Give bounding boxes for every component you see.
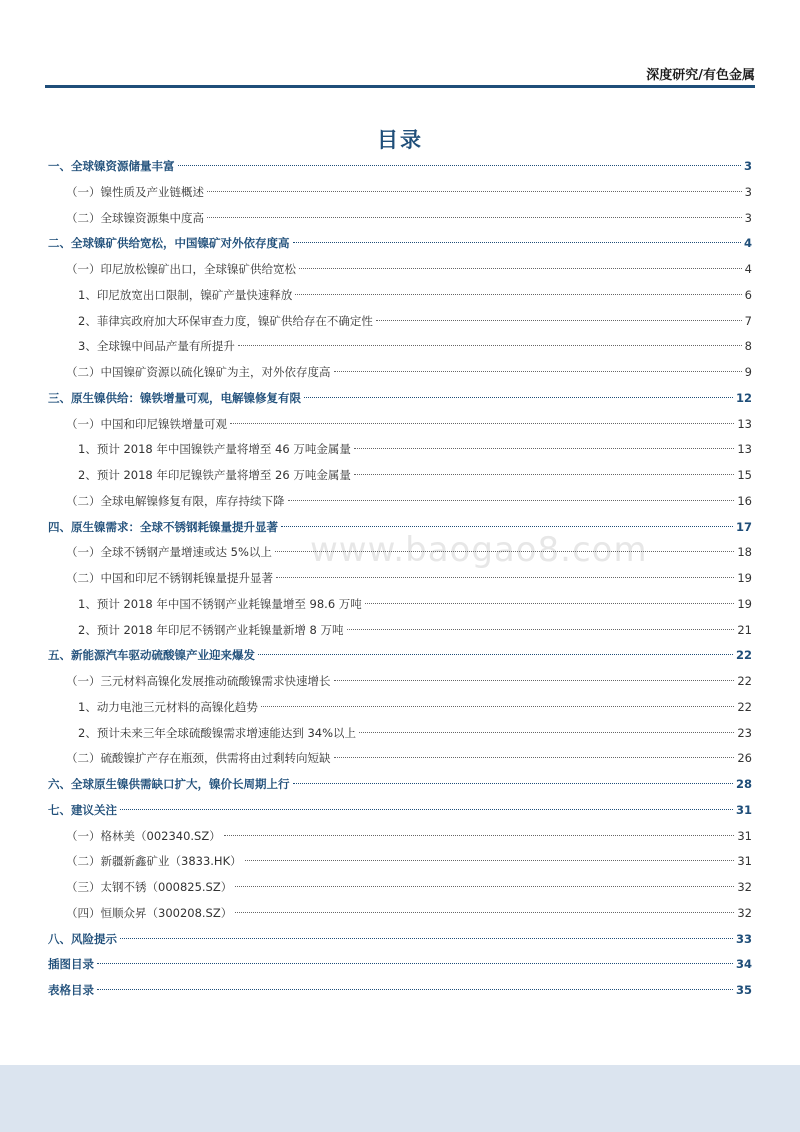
toc-entry-page-number: 26 [737,751,752,766]
toc-entry[interactable] [48,412,752,438]
toc-entry-page-number: 18 [737,545,752,560]
toc-entry-page-number: 28 [735,777,752,791]
toc-entry-page-number: 32 [737,880,752,894]
toc-entry-label: 2、预计未来三年全球硫酸镍需求增速能达到 34%以上 [78,725,357,740]
toc-entry-label: 八、风险提示 [48,931,117,946]
toc-dot-leader [365,603,735,604]
toc-entry-label: 2、预计 2018 年印尼镍铁产量将增至 26 万吨金属量 [78,468,351,482]
toc-entry[interactable] [48,283,752,309]
toc-entry[interactable] [48,463,752,489]
toc-entry-page-number: 32 [737,905,752,920]
toc-entry[interactable] [48,721,752,747]
toc-dot-leader [120,938,733,939]
toc-dot-leader [293,242,741,243]
toc-entry[interactable] [48,360,752,386]
toc-entry-label: 2、菲律宾政府加大环保审查力度，镍矿供给存在不确定性 [78,313,373,328]
toc-dot-leader [120,809,733,810]
toc-entry-label: （三）太钢不锈（000825.SZ） [66,880,233,894]
toc-entry-page-number: 3 [744,184,752,199]
toc-entry-page-number: 31 [737,828,752,843]
toc-dot-leader [376,320,742,321]
toc-entry-page-number: 33 [735,931,752,946]
toc-entry-label: （二）硫酸镍扩产存在瓶颈，供需将由过剩转向短缺 [66,751,331,766]
toc-entry-label: 五、新能源汽车驱动硫酸镍产业迎来爆发 [48,648,255,663]
toc-entry-page-number: 3 [743,159,752,173]
toc-dot-leader [295,294,741,295]
toc-entry-page-number: 4 [743,236,752,251]
toc-entry-label: 插图目录 [48,957,94,972]
page-header [45,58,755,88]
toc-entry-page-number: 34 [735,957,752,972]
toc-entry-page-number: 23 [737,725,752,740]
toc-title: 目录 [377,128,423,152]
toc-entry[interactable] [48,489,752,515]
toc-dot-leader [354,448,735,449]
toc-entry-label: 六、全球原生镍供需缺口扩大，镍价长周期上行 [48,777,290,791]
report-category: 深度研究/有色金属 [646,68,755,83]
toc-entry-page-number: 19 [737,571,752,585]
toc-entry[interactable] [48,592,752,618]
toc-entry-page-number: 19 [737,596,752,611]
toc-entry[interactable] [48,952,752,978]
toc-entry-page-number: 7 [744,313,752,328]
toc-entry-page-number: 31 [735,802,752,817]
toc-entry[interactable] [48,901,752,927]
toc-entry-page-number: 16 [737,493,752,508]
toc-entry[interactable] [48,386,752,412]
toc-dot-leader [261,706,735,707]
header-rule [45,85,755,88]
toc-entry-label: 1、印尼放宽出口限制，镍矿产量快速释放 [78,287,293,302]
toc-entry[interactable] [48,154,752,180]
toc-dot-leader [275,551,734,552]
toc-entry-page-number: 13 [737,416,752,431]
toc-entry-label: （一）格林美（002340.SZ） [66,828,221,843]
toc-entry-label: 一、全球镍资源储量丰富 [48,159,175,173]
toc-entry-page-number: 21 [737,622,752,637]
toc-entry-label: 2、预计 2018 年印尼不锈钢产业耗镍量新增 8 万吨 [78,622,344,637]
toc-entry-page-number: 22 [737,674,752,688]
toc-dot-leader [238,345,742,346]
toc-dot-leader [293,783,733,784]
toc-entry[interactable] [48,334,752,360]
toc-entry-label: （一）全球不锈钢产量增速或达 5%以上 [66,545,272,560]
toc-dot-leader [334,757,735,758]
toc-entry-page-number: 22 [737,699,752,714]
toc-dot-leader [207,191,742,192]
toc-entry[interactable] [48,309,752,335]
toc-dot-leader [207,217,742,218]
toc-entry-label: （二）中国和印尼不锈钢耗镍量提升显著 [66,571,273,585]
toc-dot-leader [304,397,733,398]
toc-entry[interactable] [48,206,752,232]
toc-entry-page-number: 17 [735,519,752,534]
toc-entry-label: （二）全球镍资源集中度高 [66,210,204,225]
toc-dot-leader [334,680,735,681]
toc-entry-label: （二）新疆新鑫矿业（3833.HK） [66,854,242,869]
toc-entry[interactable] [48,798,752,824]
footer-band [0,1065,800,1132]
toc-entry[interactable] [48,875,752,901]
toc-entry[interactable] [48,540,752,566]
toc-dot-leader [235,886,734,887]
toc-dot-leader [178,165,741,166]
toc-dot-leader [276,577,734,578]
toc-entry-label: 3、全球镍中间品产量有所提升 [78,339,235,354]
toc-dot-leader [245,860,735,861]
toc-entry-page-number: 35 [735,983,752,997]
toc-entry-page-number: 9 [744,365,752,379]
toc-entry[interactable] [48,566,752,592]
toc-entry-label: 七、建议关注 [48,802,117,817]
toc-entry[interactable] [48,257,752,283]
toc-entry-label: 四、原生镍需求：全球不锈钢耗镍量提升显著 [48,519,278,534]
table-of-contents [48,154,752,1004]
toc-entry[interactable] [48,515,752,541]
toc-entry-label: 1、预计 2018 年中国不锈钢产业耗镍量增至 98.6 万吨 [78,596,362,611]
toc-dot-leader [97,989,733,990]
toc-entry-label: 1、预计 2018 年中国镍铁产量将增至 46 万吨金属量 [78,442,351,457]
toc-entry-label: 三、原生镍供给：镍铁增量可观，电解镍修复有限 [48,390,301,405]
toc-entry[interactable] [48,849,752,875]
toc-entry[interactable] [48,618,752,644]
toc-entry[interactable] [48,772,752,798]
toc-entry-page-number: 13 [737,442,752,457]
toc-entry-label: （一）镍性质及产业链概述 [66,184,204,199]
toc-entry-label: （一）中国和印尼镍铁增量可观 [66,416,227,431]
toc-dot-leader [354,474,735,475]
toc-entry[interactable] [48,978,752,1004]
toc-entry[interactable] [48,824,752,850]
toc-entry-label: （四）恒顺众昇（300208.SZ） [66,905,233,920]
toc-dot-leader [258,654,733,655]
toc-entry-label: （二）全球电解镍修复有限，库存持续下降 [66,493,285,508]
toc-dot-leader [224,835,735,836]
toc-dot-leader [235,912,734,913]
toc-dot-leader [281,526,733,527]
toc-dot-leader [359,732,734,733]
watermark: www.baogao8.com [310,530,648,570]
toc-entry-page-number: 31 [737,854,752,869]
toc-entry-page-number: 22 [735,648,752,663]
toc-entry-label: 二、全球镍矿供给宽松，中国镍矿对外依存度高 [48,236,290,251]
toc-entry[interactable] [48,231,752,257]
toc-entry-label: （二）中国镍矿资源以硫化镍矿为主，对外依存度高 [66,365,331,379]
toc-dot-leader [299,268,742,269]
toc-entry-page-number: 6 [744,287,752,302]
toc-entry[interactable] [48,746,752,772]
toc-dot-leader [334,371,742,372]
toc-entry-label: （一）印尼放松镍矿出口，全球镍矿供给宽松 [66,262,296,276]
toc-entry-label: 表格目录 [48,983,94,997]
toc-dot-leader [97,963,733,964]
toc-entry-page-number: 4 [744,262,752,276]
toc-entry-label: （一）三元材料高镍化发展推动硫酸镍需求快速增长 [66,674,331,688]
toc-entry[interactable] [48,437,752,463]
toc-dot-leader [230,423,734,424]
toc-entry-label: 1、动力电池三元材料的高镍化趋势 [78,699,258,714]
toc-entry[interactable] [48,695,752,721]
toc-entry[interactable] [48,643,752,669]
toc-entry[interactable] [48,669,752,695]
toc-dot-leader [347,629,735,630]
toc-entry-page-number: 12 [735,390,752,405]
toc-entry[interactable] [48,180,752,206]
toc-entry[interactable] [48,927,752,953]
toc-entry-page-number: 3 [744,210,752,225]
toc-entry-page-number: 15 [737,468,752,482]
toc-dot-leader [288,500,735,501]
toc-entry-page-number: 8 [744,339,752,354]
